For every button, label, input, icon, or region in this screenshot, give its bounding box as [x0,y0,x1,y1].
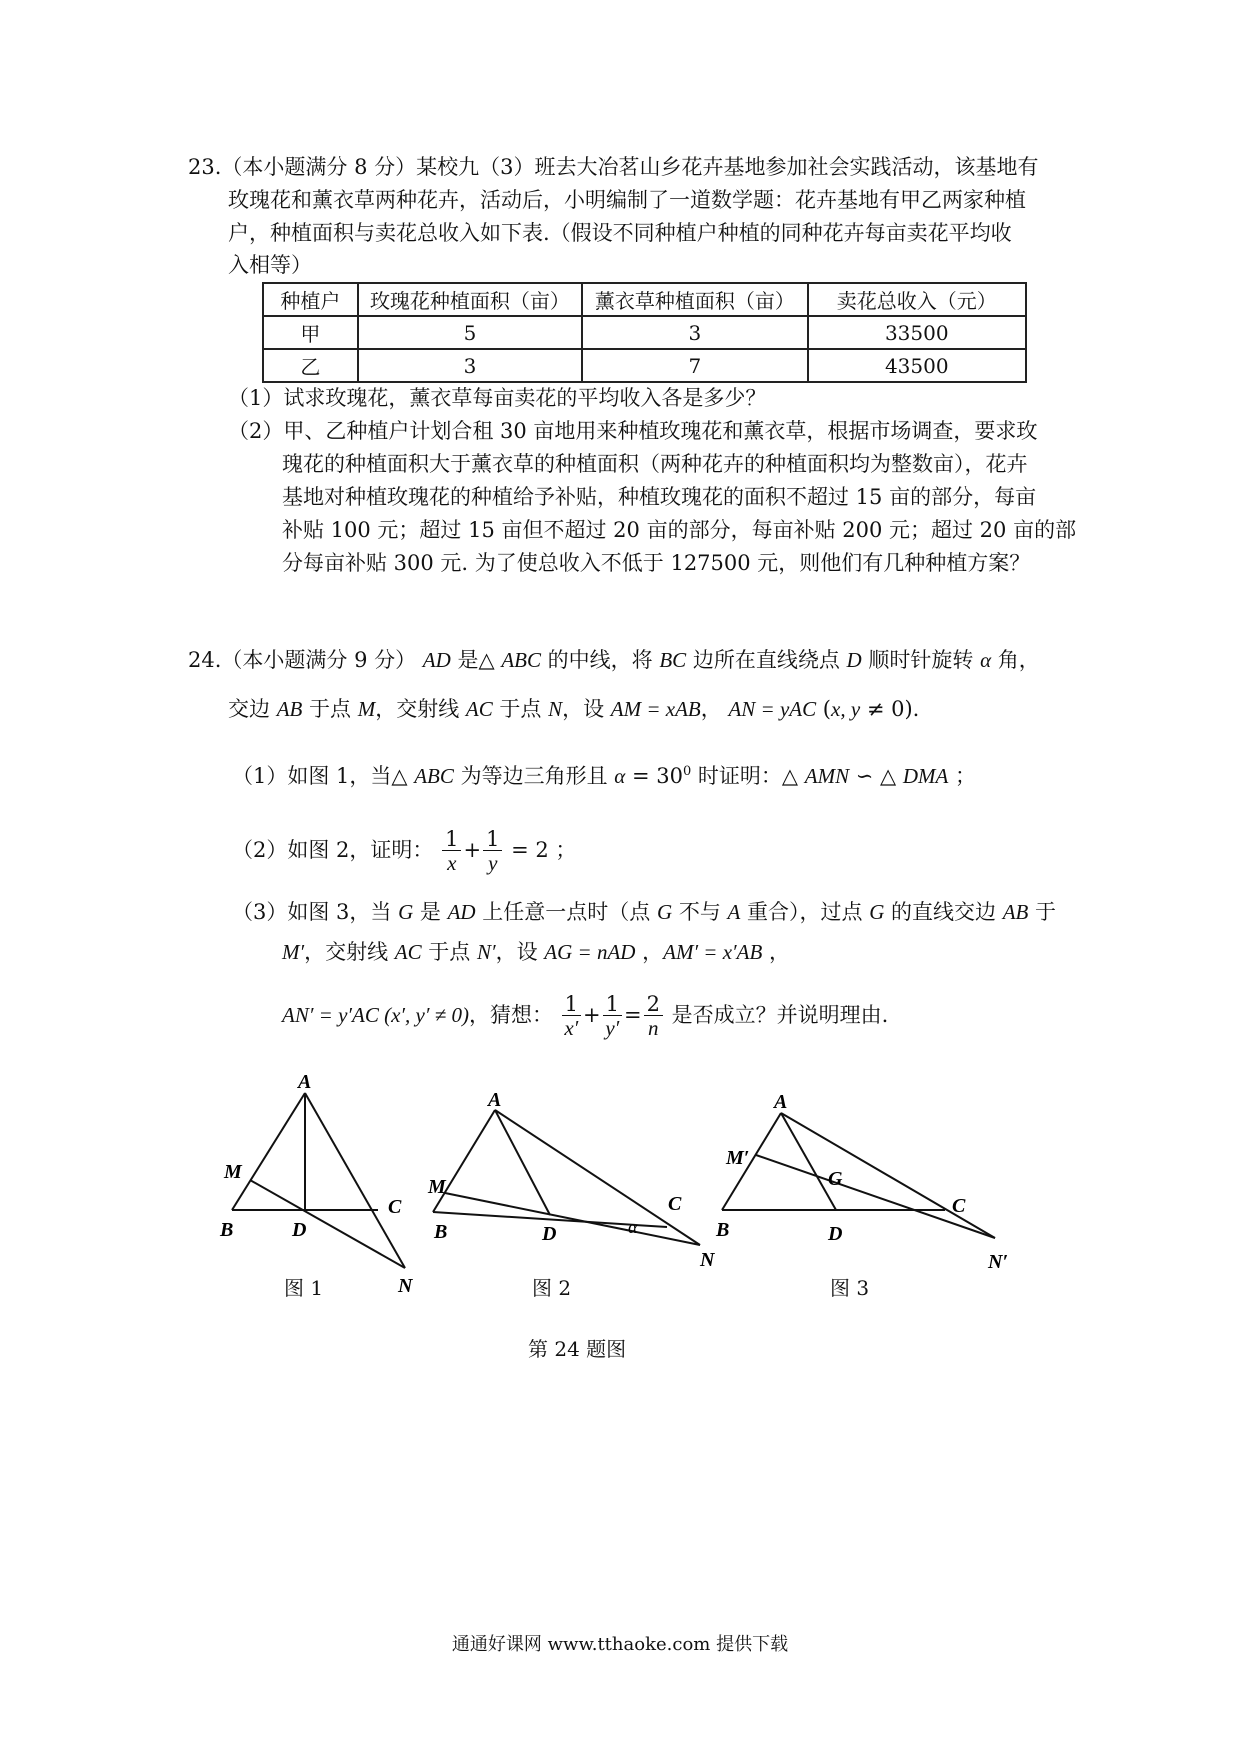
q24-part-3-line-1 [232,900,1056,924]
math: AG = nAD [544,940,636,964]
text: ， [762,940,790,964]
denominator: x [447,851,457,875]
figure-3 [722,1113,995,1238]
q23-part-2-line-3: 基地对种植玫瑰花的种植给予补贴，种植玫瑰花的面积不超过 15 亩的部分，每亩 [282,485,1037,509]
table-row [263,316,1026,349]
fig3-label-m-prime: M′ [726,1147,750,1169]
math: AC [465,697,493,721]
text: ； [948,764,977,788]
text: 是 [413,900,448,924]
text: 于 [1028,900,1057,924]
figure-1 [232,1093,405,1268]
denominator: y [488,851,498,875]
numerator: 1 [603,993,622,1016]
math: AB [276,697,303,721]
math: α [980,648,992,672]
page-footer: 通通好课网 www.tthaoke.com 提供下载 [451,1634,789,1655]
math: A [727,900,741,924]
fig3-label-b: B [716,1219,730,1241]
math: x, y [831,697,861,721]
text: ( [816,697,831,721]
denominator: y′ [605,1016,620,1040]
math: AD [422,648,451,672]
numerator: 1 [562,993,581,1016]
table-cell: 33500 [808,316,1026,349]
math: DMA [902,764,949,788]
text: = [624,1003,642,1027]
fraction [562,993,581,1040]
math: N [548,697,563,721]
math: M [357,697,376,721]
denominator: n [648,1016,659,1040]
table-cell: 乙 [263,349,358,382]
table-header-row [263,283,1026,316]
figure-group-caption: 第 24 题图 [528,1337,627,1361]
superscript: 0 [682,764,692,779]
segment-mn [250,1180,405,1268]
text: 顺时针旋转 [861,648,981,672]
fraction [442,828,461,875]
fig2-label-b: B [434,1221,448,1243]
text: 角， [991,648,1040,672]
text: ，设 [562,697,611,721]
q23-part-2-line-1: （2）甲、乙种植户计划合租 30 亩地用来种植玫瑰花和薰衣草，根据市场调查，要求玫 [228,419,1038,443]
math: AM′ = x′AB [663,940,763,964]
math: AM = xAB [610,697,701,721]
text: 24.（本小题满分 9 分） [188,648,423,672]
math: ABC [501,648,541,672]
figure-3-caption: 图 3 [830,1276,870,1300]
table-cell: 3 [358,349,582,382]
fig1-label-n: N [398,1275,413,1297]
q24-part-1 [232,760,976,788]
segment-ad [495,1110,550,1215]
table-header-cell: 薰衣草种植面积（亩） [582,283,807,316]
text: 是△ [450,648,502,672]
fig2-label-a: A [488,1089,502,1111]
table-cell: 7 [582,349,807,382]
fig3-label-d: D [828,1223,843,1245]
text: + [583,1003,601,1027]
text: 于点 [421,940,477,964]
text: （1）如图 1，当△ [232,764,415,788]
numerator: 2 [644,993,663,1016]
table-cell: 5 [358,316,582,349]
text: ，交射线 [375,697,466,721]
q24-figures [0,1060,1240,1300]
text: ，设 [495,940,545,964]
q23-line-1: 23.（本小题满分 8 分）某校九（3）班去大冶茗山乡花卉基地参加社会实践活动，该基地有 [188,155,1039,179]
text: 上任意一点时（点 [475,900,657,924]
math: G [398,900,414,924]
segment-ad [781,1113,836,1210]
math: α [614,764,626,788]
fraction [483,828,502,875]
text: ，交射线 [304,940,395,964]
q24-line-1 [188,648,1040,672]
q23-part-2-line-2: 瑰花的种植面积大于薰衣草的种植面积（两种花卉的种植面积均为整数亩），花卉 [282,452,1028,476]
text: 于点 [302,697,358,721]
q23-part-2-line-4: 补贴 100 元；超过 15 亩但不超过 20 亩的部分，每亩补贴 200 元；超过 20 亩的部 [282,518,1077,542]
table-header-cell: 玫瑰花种植面积（亩） [358,283,582,316]
text: 的直线交边 [884,900,1003,924]
figure-1-caption: 图 1 [284,1276,324,1300]
math: AB [1002,900,1029,924]
fig3-label-g: G [828,1168,843,1190]
segment-an [305,1093,405,1268]
text: ∽ △ [849,764,903,788]
fig1-label-m: M [224,1161,242,1183]
math: AN′ = y′AC [282,1003,379,1027]
figure-2-caption: 图 2 [532,1276,572,1300]
q24-part-3-line-2 [282,940,790,964]
text: 时证明：△ [691,764,805,788]
fig2-label-m: M [428,1176,446,1198]
text: 的中线，将 [540,648,660,672]
math: AMN [804,764,850,788]
q23-line-4: 入相等） [228,253,312,277]
math: BC [659,648,687,672]
q23-line-3: 户，种植面积与卖花总收入如下表.（假设不同种植户种植的同种花卉每亩卖花平均收 [228,221,1012,245]
text: = 2 ； [504,838,577,862]
q24-part-2 [232,825,576,877]
text: （2）如图 2，证明： [232,838,434,862]
math: G [869,900,885,924]
text: 为等边三角形且 [453,764,615,788]
math: AN = yAC [728,697,817,721]
fig2-label-alpha: α [628,1217,638,1237]
q23-part-2-line-5: 分每亩补贴 300 元. 为了使总收入不低于 127500 元，则他们有几种种植方案？ [282,551,1031,575]
math: ABC [414,764,454,788]
math: M′ [282,940,305,964]
figure-2 [433,1110,700,1245]
numerator: 1 [442,828,461,851]
text: ， [635,940,664,964]
denominator: x′ [564,1016,579,1040]
table-cell: 43500 [808,349,1026,382]
text: ， [700,697,729,721]
table-header-cell: 种植户 [263,283,358,316]
fig1-label-d: D [292,1219,307,1241]
text: 边所在直线绕点 [686,648,847,672]
math: D [846,648,862,672]
text: 不与 [672,900,728,924]
table-cell: 甲 [263,316,358,349]
fig3-label-n-prime: N′ [988,1251,1009,1273]
math: (x′, y′ ≠ 0) [378,1003,469,1027]
table-header-cell: 卖花总收入（元） [808,283,1026,316]
text: + [463,838,482,862]
math: AD [447,900,476,924]
text: 交边 [228,697,277,721]
text: ≠ 0). [860,697,920,721]
fig3-label-c: C [952,1195,966,1217]
q23-part-1: （1）试求玫瑰花，薰衣草每亩卖花的平均收入各是多少？ [228,386,767,410]
fig1-label-a: A [298,1071,312,1093]
text: 于点 [492,697,549,721]
fig2-label-d: D [542,1223,557,1245]
fig1-label-b: B [220,1219,234,1241]
fraction [644,993,663,1040]
fig2-label-n: N [700,1249,715,1271]
text: 重合），过点 [740,900,870,924]
q24-part-3-line-3 [282,990,888,1044]
text: 是否成立？并说明理由. [664,1003,889,1027]
text: ，猜想： [468,1003,553,1027]
q24-line-2 [228,697,919,721]
fig3-label-a: A [774,1091,788,1113]
table-row [263,349,1026,382]
fraction [603,993,622,1040]
q23-income-table [262,282,1027,383]
numerator: 1 [483,828,502,851]
math: N′ [476,940,496,964]
text: （3）如图 3，当 [232,900,399,924]
fig1-label-c: C [388,1196,402,1218]
segment-ab [232,1093,305,1210]
table-cell: 3 [582,316,807,349]
fig2-label-c: C [668,1193,682,1215]
q23-line-2: 玫瑰花和薰衣草两种花卉，活动后，小明编制了一道数学题：花卉基地有甲乙两家种植 [228,188,1026,212]
math: AC [394,940,422,964]
text: = 30 [625,764,683,788]
math: G [656,900,673,924]
